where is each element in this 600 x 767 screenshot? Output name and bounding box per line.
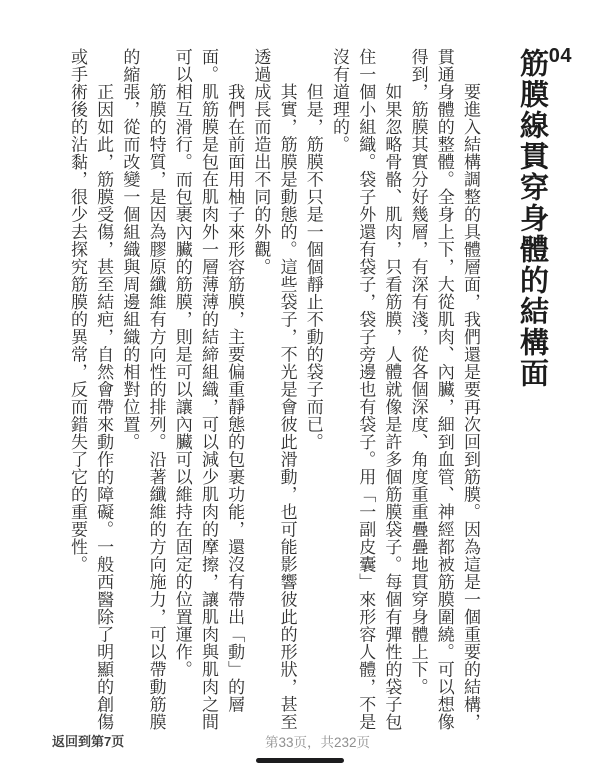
text-column: 但是，筋膜不只是一個個靜止不動的袋子而已。 <box>303 83 323 451</box>
text-column: 可以相互滑行。而包裹內臟的筋膜，則是可以讓內臟可以維持在固定的位置運作。 <box>172 48 192 678</box>
text-column: 我們在前面用柚子來形容筋膜，主要偏重靜態的包裹功能，還沒有帶出「動」的層 <box>225 83 245 713</box>
chapter-title: 筋膜線貫穿身體的結構面 <box>516 48 548 389</box>
text-column: 得到，筋膜其實分好幾層，有深有淺，從各個深度、角度重重疊疊地貫穿身體上下。 <box>408 48 428 696</box>
back-to-page-link[interactable]: 返回到第7页 <box>52 734 125 749</box>
text-column: 其實，筋膜是動態的。這些袋子，不光是會彼此滑動，也可能影響彼此的形狀，甚至 <box>277 83 297 731</box>
text-column: 住一個小組織。袋子外還有袋子，袋子旁邊也有袋子。用「一副皮囊」來形容人體，不是 <box>356 48 376 731</box>
text-column: 筋膜的特質，是因為膠原纖維有方向性的排列。沿著纖維的方向施力，可以帶動筋膜 <box>146 83 166 731</box>
chapter-number: 04 <box>548 45 572 67</box>
text-column: 要進入結構調整的具體層面，我們還是要再次回到筋膜。因為這是一個重要的結構， <box>461 83 480 731</box>
body-text <box>64 48 483 732</box>
text-column: 透過成長而造出不同的外觀。 <box>251 48 271 276</box>
home-indicator[interactable] <box>256 758 344 763</box>
text-column: 貫通身體的整體。全身上下，大從肌肉、內臟，細到血管、神經都被筋膜圍繞。可以想像 <box>434 48 454 731</box>
text-column: 或手術後的沾黏，很少去探究筋膜的異常，反而錯失了它的重要性。 <box>67 48 87 573</box>
text-column: 正因如此，筋膜受傷，甚至結疤，自然會帶來動作的障礙。一般西醫除了明顯的創傷 <box>94 83 114 731</box>
page-position-label: 第33页，共232页 <box>265 735 371 750</box>
text-column: 沒有道理的。 <box>329 48 349 153</box>
text-column: 如果忽略骨骼、肌肉，只看筋膜，人體就像是許多個筋膜袋子。每個有彈性的袋子包 <box>382 83 402 731</box>
text-column: 的縮張，從而改變一個組織與周邊組織的相對位置。 <box>120 48 140 451</box>
text-column: 面。肌筋膜是包在肌肉外一層薄薄的結締組織，可以減少肌肉的摩擦，讓肌肉與肌肉之間 <box>198 48 218 731</box>
